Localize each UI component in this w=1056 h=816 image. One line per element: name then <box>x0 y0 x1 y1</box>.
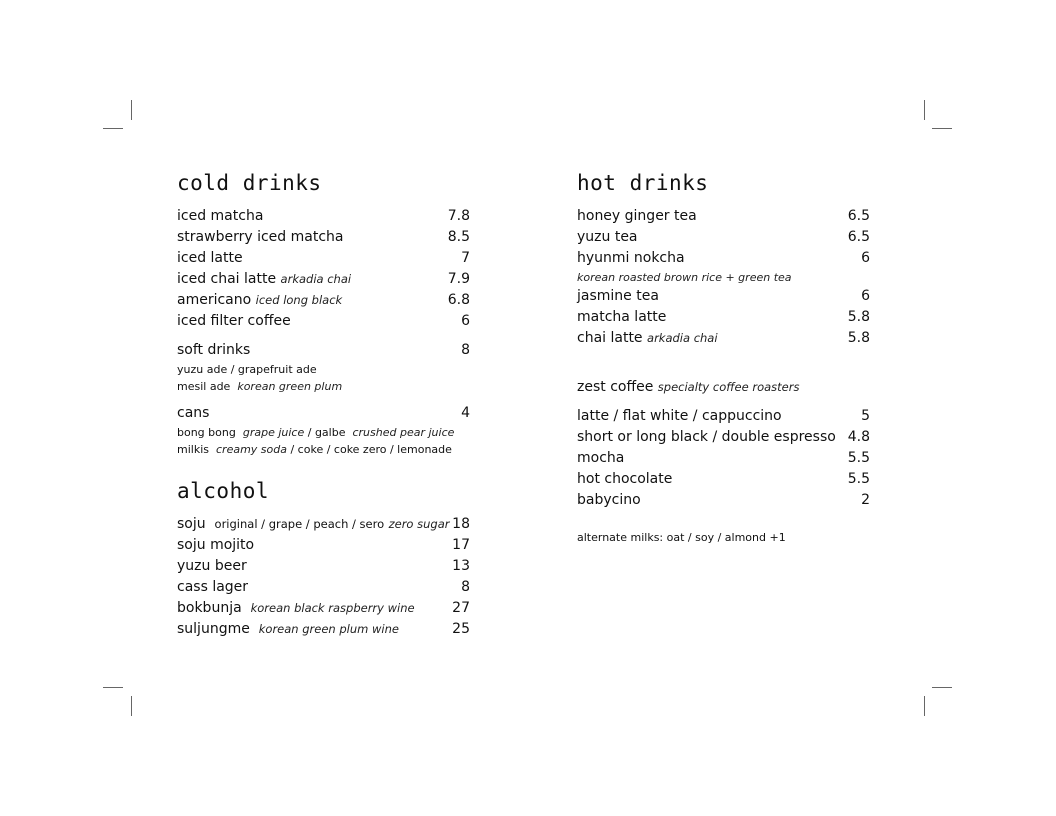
alternate-milks-note: alternate milks: oat / soy / almond +1 <box>577 531 786 544</box>
menu-item: short or long black / double espresso 4.8 <box>577 429 870 445</box>
menu-item: cass lager 8 <box>177 579 470 595</box>
menu-item: soju original / grape / peach / sero zero sugar 18 <box>177 516 470 532</box>
soft-drinks-options: mesil ade korean green plum <box>177 380 343 393</box>
alcohol-title: alcohol <box>177 479 270 503</box>
item-description: korean roasted brown rice + green tea <box>577 271 792 284</box>
crop-mark <box>131 696 132 716</box>
menu-item: matcha latte 5.8 <box>577 309 870 325</box>
menu-item: hot chocolate 5.5 <box>577 471 870 487</box>
menu-item: yuzu tea 6.5 <box>577 229 870 245</box>
menu-item: americano iced long black 6.8 <box>177 292 470 308</box>
crop-mark <box>131 100 132 120</box>
menu-item: iced chai latte arkadia chai 7.9 <box>177 271 470 287</box>
soft-drinks-item: soft drinks 8 <box>177 342 470 358</box>
menu-item: jasmine tea 6 <box>577 288 870 304</box>
crop-mark <box>103 128 123 129</box>
menu-item: honey ginger tea 6.5 <box>577 208 870 224</box>
menu-item: chai latte arkadia chai 5.8 <box>577 330 870 346</box>
menu-item: strawberry iced matcha 8.5 <box>177 229 470 245</box>
menu-item: mocha 5.5 <box>577 450 870 466</box>
menu-item: suljungme korean green plum wine 25 <box>177 621 470 637</box>
menu-item: iced matcha 7.8 <box>177 208 470 224</box>
cans-item: cans 4 <box>177 405 470 421</box>
menu-item: soju mojito 17 <box>177 537 470 553</box>
soft-drinks-options: yuzu ade / grapefruit ade <box>177 363 317 376</box>
menu-item: bokbunja korean black raspberry wine 27 <box>177 600 470 616</box>
menu-item: latte / flat white / cappuccino 5 <box>577 408 870 424</box>
menu-item: babycino 2 <box>577 492 870 508</box>
menu-item: iced filter coffee 6 <box>177 313 470 329</box>
crop-mark <box>932 687 952 688</box>
cans-options: bong bong grape juice / galbe crushed pear juice <box>177 426 455 439</box>
hot-drinks-title: hot drinks <box>577 171 709 195</box>
crop-mark <box>932 128 952 129</box>
menu-item: hyunmi nokcha 6 <box>577 250 870 266</box>
crop-mark <box>924 100 925 120</box>
right-column <box>577 168 870 546</box>
cold-drinks-title: cold drinks <box>177 171 322 195</box>
cans-options: milkis creamy soda / coke / coke zero / lemonade <box>177 443 452 456</box>
zest-coffee-heading: zest coffee specialty coffee roasters <box>577 379 800 395</box>
menu-item: iced latte 7 <box>177 250 470 266</box>
crop-mark <box>924 696 925 716</box>
crop-mark <box>103 687 123 688</box>
left-column <box>177 168 470 640</box>
menu-item: yuzu beer 13 <box>177 558 470 574</box>
